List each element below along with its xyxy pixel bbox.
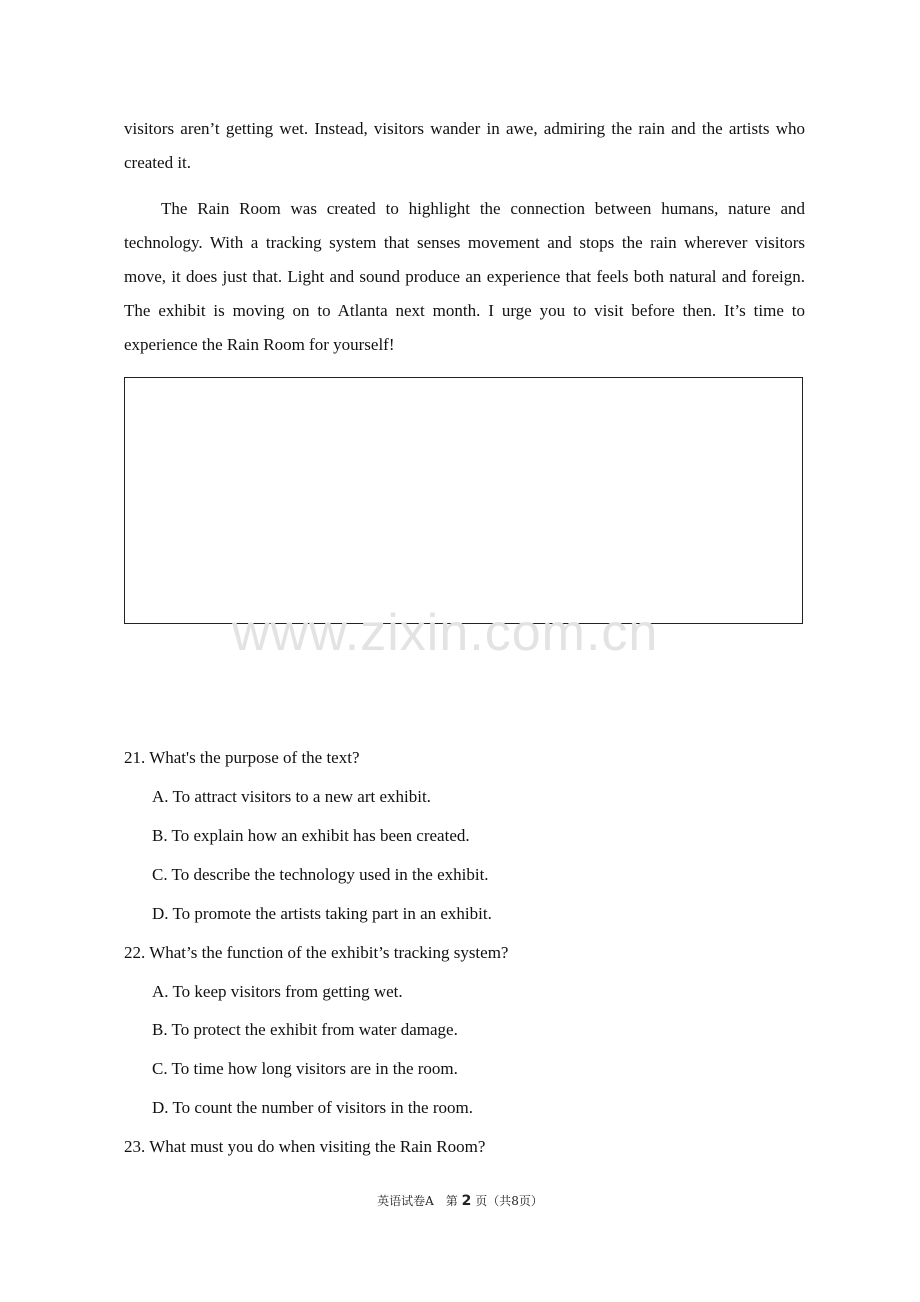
question-21-option-a: A. To attract visitors to a new art exhibit. [152, 787, 431, 806]
passage-paragraph-1: visitors aren’t getting wet. Instead, visitors wander in awe, admiring the rain and the artists who created it. [124, 119, 805, 172]
watermark: www.zixin.com.cn [232, 604, 659, 662]
question-23-stem: 23. What must you do when visiting the Rain Room? [124, 1137, 486, 1156]
question-21-option-c: C. To describe the technology used in the exhibit. [152, 865, 489, 884]
question-22-option-a: A. To keep visitors from getting wet. [152, 982, 403, 1001]
passage-paragraph-2: The Rain Room was created to highlight the connection between humans, nature and technology. With a tracking system that senses movement and stops the rain wherever visitors move, it does just that. Light and sound produce an experience that feels both natural and foreign. The exhibit is moving on to Atlanta next month. I urge you to visit before then. It’s time to experience the Rain Room for yourself! [124, 199, 805, 354]
image-placeholder-box [124, 377, 803, 624]
footer-suffix: 页（共8页） [475, 1194, 543, 1208]
question-21-option-d: D. To promote the artists taking part in an exhibit. [152, 904, 492, 923]
footer-page-number: 2 [461, 1193, 472, 1209]
question-21-option-b: B. To explain how an exhibit has been created. [152, 826, 470, 845]
footer-prefix: 英语试卷A 第 [377, 1194, 458, 1208]
page-footer [0, 1192, 920, 1209]
question-22-option-b: B. To protect the exhibit from water damage. [152, 1020, 458, 1039]
question-21-stem: 21. What's the purpose of the text? [124, 748, 360, 767]
question-22-stem: 22. What’s the function of the exhibit’s tracking system? [124, 943, 509, 962]
question-22-option-d: D. To count the number of visitors in the room. [152, 1098, 473, 1117]
question-22-option-c: C. To time how long visitors are in the room. [152, 1059, 458, 1078]
